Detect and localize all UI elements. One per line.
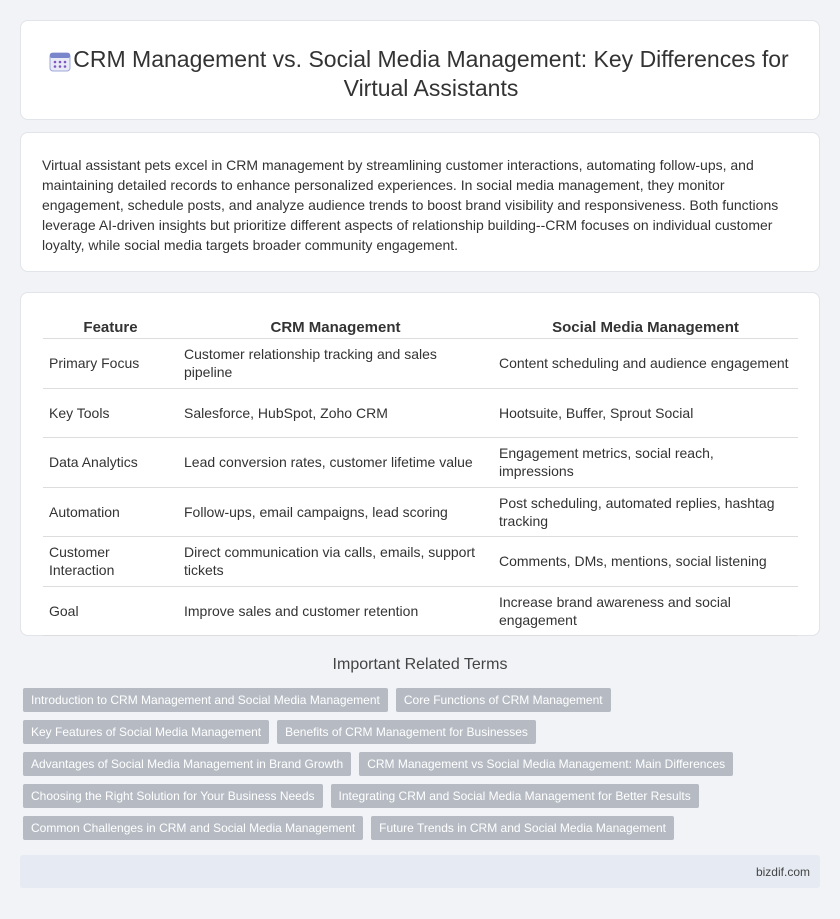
table-cell: Comments, DMs, mentions, social listening [493,537,798,587]
table-cell: Post scheduling, automated replies, hashtag tracking [493,487,798,537]
table-cell: Lead conversion rates, customer lifetime value [178,438,493,488]
related-term-tag[interactable]: CRM Management vs Social Media Management: Main Differences [359,752,733,776]
column-header: Feature [43,315,178,339]
related-terms-list [23,688,813,848]
table-cell: Customer Interaction [43,537,178,587]
table-cell: Data Analytics [43,438,178,488]
column-header: CRM Management [178,315,493,339]
related-term-tag[interactable]: Introduction to CRM Management and Social Media Management [23,688,388,712]
table-cell: Direct communication via calls, emails, support tickets [178,537,493,587]
table-cell: Automation [43,487,178,537]
table-cell: Customer relationship tracking and sales pipeline [178,339,493,389]
footer [20,855,820,888]
page-title: CRM Management vs. Social Media Management: Key Differences for Virtual Assistants [73,46,789,101]
column-header: Social Media Management [493,315,798,339]
table-cell: Goal [43,586,178,636]
table-cell: Engagement metrics, social reach, impressions [493,438,798,488]
table-cell: Follow-ups, email campaigns, lead scoring [178,487,493,537]
tag-row [23,688,813,712]
tag-row [23,752,813,776]
site-link[interactable]: bizdif.com [755,865,810,879]
comparison-card [20,292,820,636]
table-cell: Salesforce, HubSpot, Zoho CRM [178,388,493,438]
table-header-row [43,315,798,339]
intro-card [20,132,820,272]
table-row [43,388,798,438]
related-term-tag[interactable]: Core Functions of CRM Management [396,688,611,712]
related-term-tag[interactable]: Advantages of Social Media Management in Brand Growth [23,752,351,776]
related-terms-heading: Important Related Terms [332,656,508,673]
header-card [20,20,820,120]
table-row [43,586,798,636]
related-term-tag[interactable]: Common Challenges in CRM and Social Media Management [23,816,363,840]
table-cell: Increase brand awareness and social engagement [493,586,798,636]
table-cell: Primary Focus [43,339,178,389]
table-cell: Improve sales and customer retention [178,586,493,636]
table-row [43,339,798,389]
table-row [43,537,798,587]
tag-row [23,816,813,840]
table-cell: Content scheduling and audience engagement [493,339,798,389]
related-term-tag[interactable]: Future Trends in CRM and Social Media Management [371,816,674,840]
tag-row [23,720,813,744]
table-row [43,438,798,488]
table-row [43,487,798,537]
table-cell: Hootsuite, Buffer, Sprout Social [493,388,798,438]
comparison-table [43,315,798,636]
related-term-tag[interactable]: Integrating CRM and Social Media Management for Better Results [331,784,699,808]
tag-row [23,784,813,808]
table-cell: Key Tools [43,388,178,438]
related-term-tag[interactable]: Benefits of CRM Management for Businesses [277,720,536,744]
related-term-tag[interactable]: Key Features of Social Media Management [23,720,269,744]
related-term-tag[interactable]: Choosing the Right Solution for Your Business Needs [23,784,323,808]
intro-paragraph: Virtual assistant pets excel in CRM management by streamlining customer interactions, automating follow-ups, and maintaining detailed records to enhance personalized experiences. In social media management, they monitor engagement, schedule posts, and analyze audience trends to boost brand visibility and responsiveness. Both functions leverage AI-driven insights but prioritize different aspects of relationship building--CRM focuses on individual customer loyalty, while social media targets broader community engagement. [42,157,779,253]
